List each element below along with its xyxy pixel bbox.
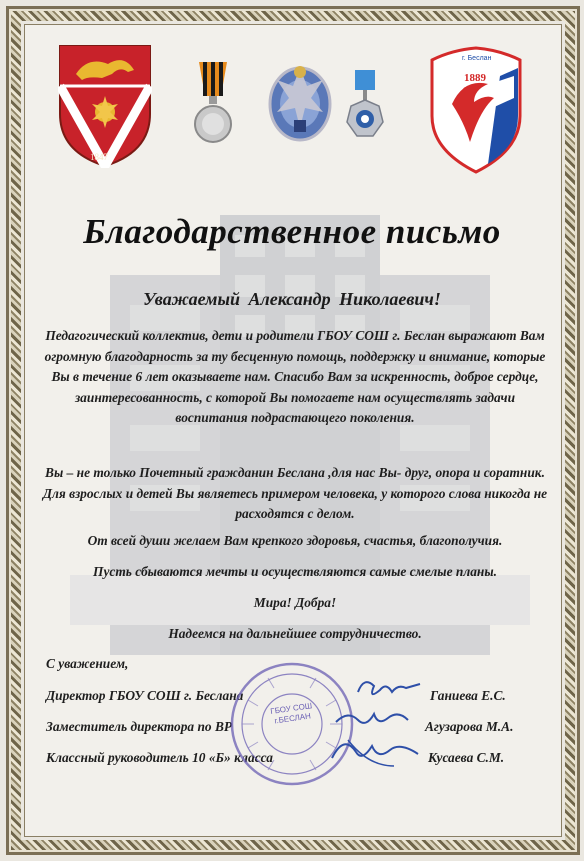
signatory-position: Заместитель директора по ВР	[46, 719, 233, 734]
signatory-name: Агузарова М.А.	[425, 719, 514, 734]
blue-ribbon-medal-icon	[345, 70, 385, 142]
beslan-crest-icon	[58, 44, 152, 168]
signatory-position: Классный руководитель 10 «Б» класса	[46, 750, 273, 765]
school-logo-icon	[430, 46, 522, 174]
crest-year: 1847	[90, 152, 108, 162]
signatory-name: Кусаева С.М.	[428, 750, 505, 765]
signatory-name: Ганиева Е.С.	[430, 688, 506, 703]
paragraph-dreams: Пусть сбываются мечты и осуществляются самые смелые планы.	[93, 564, 497, 579]
handwritten-signatures-icon	[328, 670, 438, 780]
paragraph-peace: Мира! Добра!	[253, 595, 337, 610]
st-george-medal-icon	[193, 62, 233, 146]
paragraph-gratitude: Педагогический коллектив, дети и родители ГБОУ СОШ г. Беслан выражают Вам огромную благодарность за ту бесценную помощь, поддержку и внимание, которые Вы в течение 6 лет оказываете нам. Спасибо Вам за искренность, доброе сердце, заинтересованность, с которой Вы помогаете нам осуществлять задачи воспитания подрастающего поколения.	[44, 328, 546, 425]
greeting: Уважаемый Александр Николаевич!	[143, 289, 441, 309]
paragraph-cooperation: Надеемся на дальнейшее сотрудничество.	[168, 626, 422, 641]
school-logo-year: 1889	[464, 72, 486, 84]
paragraph-wishes: От всей души желаем Вам крепкого здоровья, счастья, благополучия.	[87, 533, 503, 548]
stamp-text: ГБОУ СОШ г.БЕСЛАН	[269, 701, 313, 726]
school-logo-top-text: г. Беслан	[462, 55, 492, 62]
signatory-position: Директор ГБОУ СОШ г. Беслана	[46, 688, 244, 703]
document-title: Благодарственное письмо	[83, 212, 501, 251]
eagle-badge-icon	[265, 58, 335, 142]
paragraph-honorary-citizen: Вы – не только Почетный гражданин Беслана ,для нас Вы- друг, опора и соратник. Для взрослых и детей Вы являетесь примером человека, у которого слова никогда не расходятся с делом.	[42, 465, 548, 521]
closing-line: С уважением,	[46, 656, 129, 671]
